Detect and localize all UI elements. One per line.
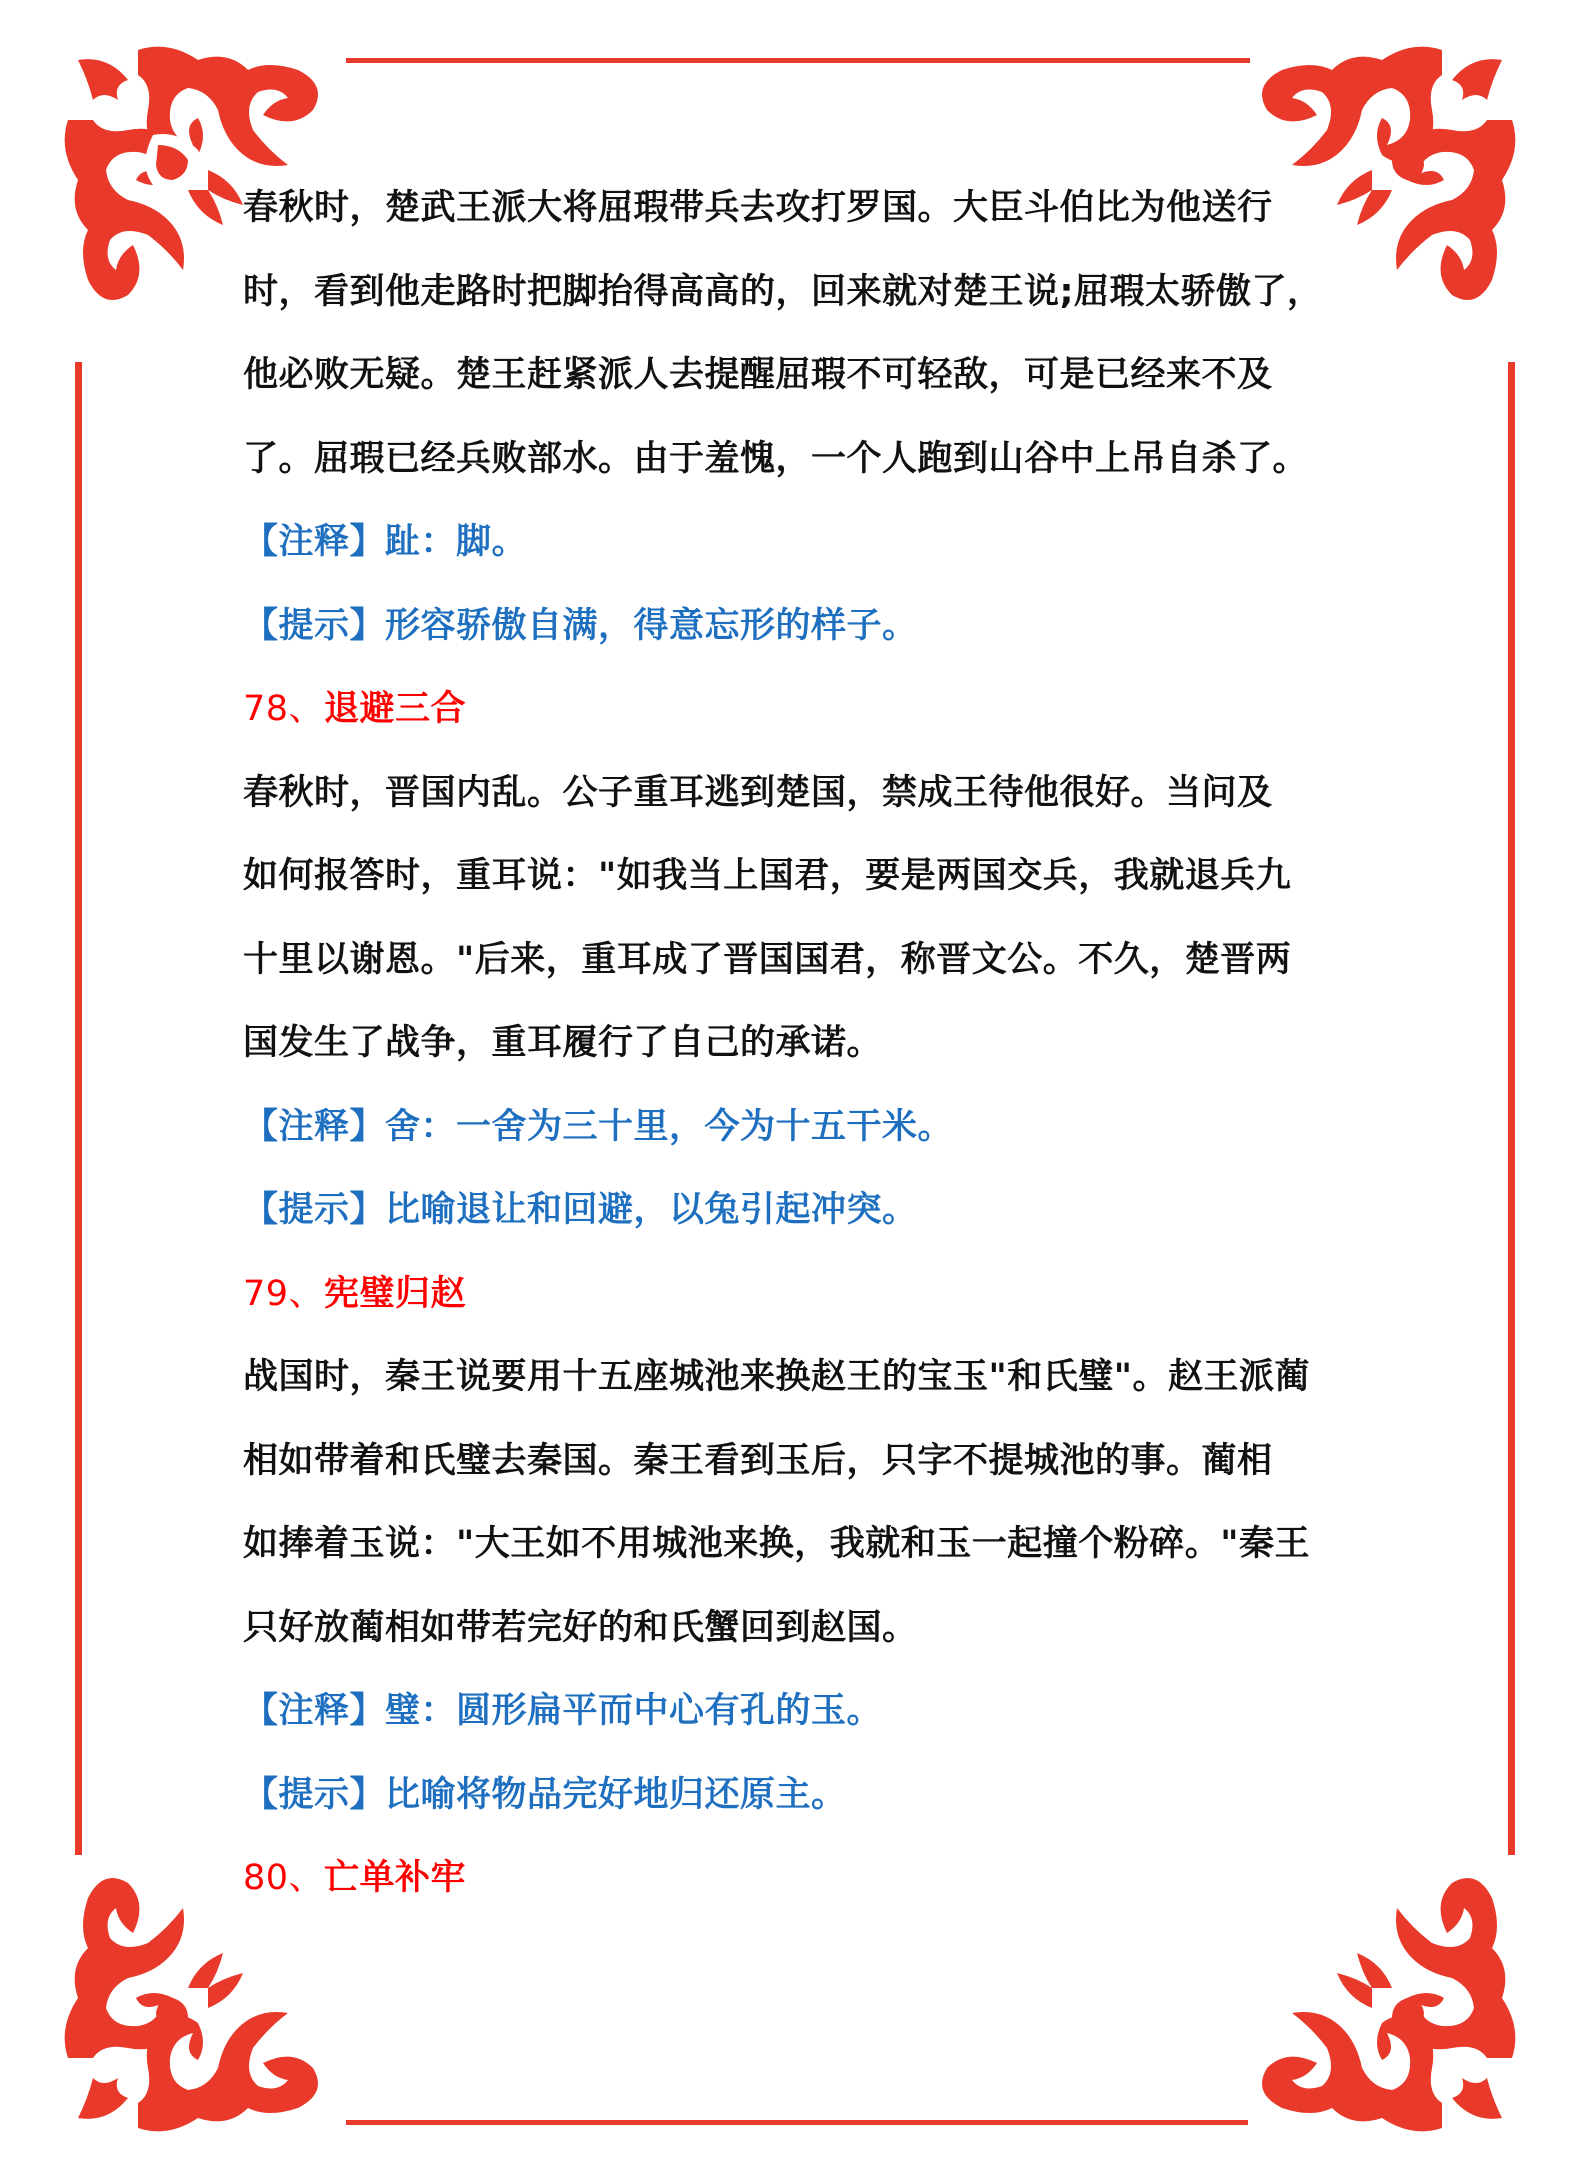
story-paragraph-line: 战国时，秦王说要用十五座城池来换赵王的宝玉"和氏璧"。赵王派蔺 bbox=[243, 1357, 1310, 1397]
story-section-78 bbox=[243, 681, 1363, 1266]
idiom-title: 宪璧归赵 bbox=[324, 1273, 467, 1314]
frame-left-line bbox=[75, 362, 82, 1855]
annotation-note bbox=[243, 1683, 1363, 1767]
annotation-text: 璧：圆形扁平而中心有孔的玉。 bbox=[385, 1691, 883, 1731]
story-paragraph-line: 春秋时，晋国内乱。公子重耳逃到楚国，禁成王待他很好。当问及 bbox=[243, 772, 1273, 813]
document-content bbox=[243, 180, 1363, 1934]
hint-text: 比喻退让和回避，以兔引起冲突。 bbox=[385, 1190, 918, 1230]
story-paragraph-line: 十里以谢恩。"后来，重耳成了晋国国君，称晋文公。不久，楚晋两 bbox=[243, 939, 1292, 980]
story-paragraph-line: 相如带着和氏璧去秦国。秦王看到玉后，只字不提城池的事。蔺相 bbox=[243, 1440, 1273, 1481]
idiom-heading bbox=[243, 681, 1363, 765]
hint-label: 【提示】 bbox=[243, 605, 386, 646]
story-paragraph-line: 如何报答时，重耳说："如我当上国君，要是两国交兵，我就退兵九 bbox=[243, 856, 1292, 896]
annotation-note bbox=[243, 1099, 1363, 1183]
story-paragraph-line: 国发生了战争，重耳履行了自己的承诺。 bbox=[243, 1023, 883, 1063]
hint-text: 比喻将物品完好地归还原主。 bbox=[385, 1774, 847, 1815]
annotation-label: 【注释】 bbox=[243, 1106, 386, 1147]
story-paragraph-line: 只好放蔺相如带若完好的和氏蟹回到赵国。 bbox=[243, 1607, 918, 1648]
story-section-79 bbox=[243, 1266, 1363, 1851]
story-paragraph-line: 他必败无疑。楚王赶紧派人去提醒屈瑕不可轻敌，可是已经来不及 bbox=[243, 355, 1273, 395]
idiom-heading bbox=[243, 1266, 1363, 1350]
hint-label: 【提示】 bbox=[243, 1774, 386, 1815]
hint-note bbox=[243, 598, 1363, 682]
story-paragraph-line: 了。屈瑕已经兵败部水。由于羞愧，一个人跑到山谷中上吊自杀了。 bbox=[243, 438, 1309, 479]
annotation-label: 【注释】 bbox=[243, 1691, 386, 1731]
annotation-text: 舍：一舍为三十里，今为十五干米。 bbox=[385, 1106, 954, 1147]
story-section-80 bbox=[243, 1850, 1363, 1934]
frame-right-line bbox=[1508, 362, 1515, 1855]
hint-label: 【提示】 bbox=[243, 1190, 386, 1230]
story-section-77 bbox=[243, 180, 1363, 681]
story-paragraph-line: 时，看到他走路时把脚抬得高高的，回来就对楚王说;屈瑕太骄傲了， bbox=[243, 271, 1323, 312]
idiom-number: 78、 bbox=[243, 689, 325, 729]
idiom-title: 亡单补牢 bbox=[324, 1858, 467, 1898]
hint-note bbox=[243, 1182, 1363, 1266]
frame-bottom-line bbox=[346, 2120, 1248, 2125]
idiom-number: 80、 bbox=[243, 1858, 325, 1898]
idiom-heading bbox=[243, 1850, 1363, 1934]
hint-note bbox=[243, 1767, 1363, 1851]
annotation-label: 【注释】 bbox=[243, 522, 386, 562]
story-paragraph-line: 春秋时，楚武王派大将屈瑕带兵去攻打罗国。大臣斗伯比为他送行 bbox=[243, 188, 1273, 228]
frame-top-line bbox=[346, 58, 1250, 63]
idiom-number: 79、 bbox=[243, 1273, 325, 1314]
annotation-text: 趾：脚。 bbox=[385, 522, 528, 562]
story-paragraph-line: 如捧着玉说："大王如不用城池来换，我就和玉一起撞个粉碎。"秦王 bbox=[243, 1524, 1310, 1564]
annotation-note bbox=[243, 514, 1363, 598]
hint-text: 形容骄傲自满，得意忘形的样子。 bbox=[385, 605, 918, 646]
idiom-title: 退避三合 bbox=[324, 689, 467, 729]
